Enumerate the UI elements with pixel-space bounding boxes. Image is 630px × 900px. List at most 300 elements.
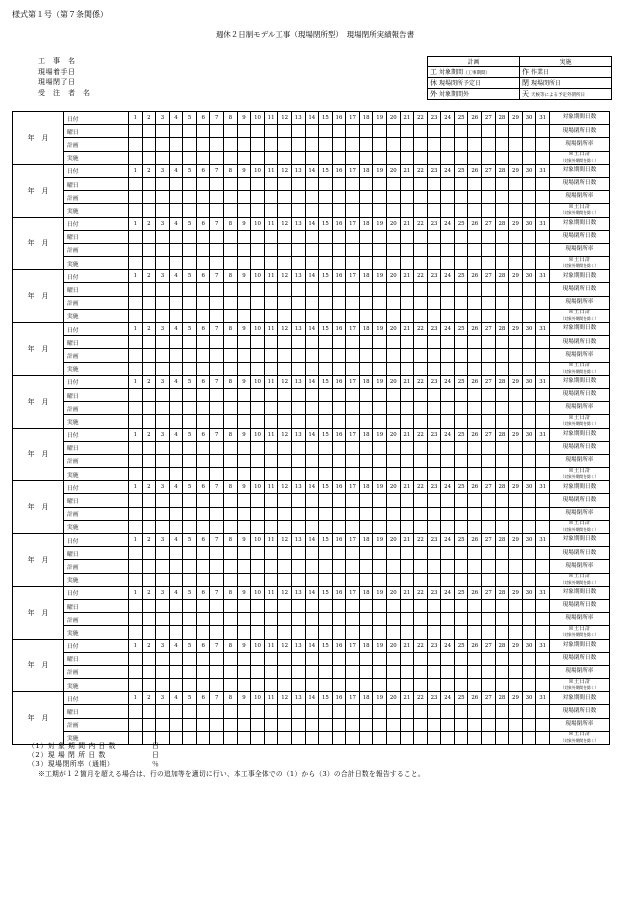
day-number-cell: 22	[414, 534, 428, 547]
day-number-cell: 18	[359, 375, 373, 388]
summary-label: 対象期間日数	[549, 112, 609, 125]
weekday-cell	[482, 441, 496, 454]
actual-cell	[346, 573, 360, 586]
actual-cell	[441, 731, 455, 744]
plan-cell	[386, 560, 400, 573]
actual-cell	[346, 415, 360, 428]
weekday-cell	[196, 125, 210, 138]
plan-cell	[414, 402, 428, 415]
day-number-cell: 7	[210, 692, 224, 705]
actual-cell	[251, 520, 265, 533]
plan-cell	[414, 718, 428, 731]
summary-label: 対象期間日数	[549, 428, 609, 441]
plan-cell	[495, 613, 509, 626]
weekday-cell	[495, 336, 509, 349]
grid-row-plan	[13, 243, 610, 256]
actual-cell	[210, 151, 224, 164]
day-number-cell: 26	[468, 534, 482, 547]
weekend-total-note: （対象外期間を除く）	[560, 210, 599, 216]
actual-cell	[482, 151, 496, 164]
plan-cell	[291, 243, 305, 256]
row-label: 曜日	[64, 283, 129, 296]
row-label: 日付	[64, 323, 129, 336]
plan-cell	[156, 454, 170, 467]
weekday-cell	[495, 705, 509, 718]
weekday-cell	[359, 125, 373, 138]
actual-cell	[427, 362, 441, 375]
weekday-cell	[522, 441, 536, 454]
weekday-cell	[495, 230, 509, 243]
footer-item: （3）現場閉所率（通期） ％	[28, 760, 159, 769]
actual-cell	[522, 468, 536, 481]
row-label: 曜日	[64, 336, 129, 349]
weekday-cell	[509, 230, 523, 243]
weekday-cell	[278, 652, 292, 665]
plan-cell	[468, 454, 482, 467]
day-number-cell: 27	[482, 164, 496, 177]
day-number-cell: 13	[291, 586, 305, 599]
weekday-cell	[319, 494, 333, 507]
weekday-cell	[291, 125, 305, 138]
plan-cell	[210, 296, 224, 309]
weekday-cell	[386, 125, 400, 138]
weekday-cell	[169, 547, 183, 560]
weekday-cell	[427, 547, 441, 560]
row-label: 計画	[64, 349, 129, 362]
actual-cell	[522, 731, 536, 744]
day-number-cell: 1	[129, 481, 143, 494]
actual-cell	[129, 204, 143, 217]
weekday-cell	[427, 177, 441, 190]
actual-cell	[536, 151, 550, 164]
actual-cell	[373, 573, 387, 586]
plan-cell	[495, 454, 509, 467]
day-number-cell: 7	[210, 164, 224, 177]
weekday-cell	[142, 547, 156, 560]
weekday-cell	[142, 388, 156, 401]
plan-cell	[346, 454, 360, 467]
row-label: 実施	[64, 204, 129, 217]
day-number-cell: 28	[495, 639, 509, 652]
plan-cell	[142, 718, 156, 731]
day-number-cell: 5	[183, 323, 197, 336]
plan-cell	[224, 507, 238, 520]
day-number-cell: 20	[386, 375, 400, 388]
weekday-cell	[536, 599, 550, 612]
day-number-cell: 20	[386, 692, 400, 705]
actual-cell	[291, 415, 305, 428]
plan-cell	[359, 665, 373, 678]
actual-cell	[196, 204, 210, 217]
actual-cell	[278, 204, 292, 217]
weekday-cell	[224, 441, 238, 454]
day-number-cell: 15	[319, 270, 333, 283]
weekday-cell	[386, 388, 400, 401]
summary-label: 対象期間日数	[549, 375, 609, 388]
day-number-cell: 22	[414, 428, 428, 441]
day-number-cell: 21	[400, 639, 414, 652]
day-number-cell: 15	[319, 639, 333, 652]
actual-cell	[251, 468, 265, 481]
day-number-cell: 26	[468, 323, 482, 336]
grid-row-weekday	[13, 125, 610, 138]
weekday-cell	[319, 652, 333, 665]
day-number-cell: 22	[414, 639, 428, 652]
plan-cell	[454, 243, 468, 256]
actual-cell	[251, 679, 265, 692]
actual-cell	[509, 626, 523, 639]
actual-cell	[291, 468, 305, 481]
plan-cell	[495, 718, 509, 731]
actual-cell	[129, 151, 143, 164]
summary-label: 現場閉所率	[549, 402, 609, 415]
plan-cell	[156, 613, 170, 626]
day-number-cell: 10	[251, 586, 265, 599]
day-number-cell: 14	[305, 586, 319, 599]
actual-cell	[237, 204, 251, 217]
actual-cell	[414, 204, 428, 217]
plan-cell	[427, 402, 441, 415]
day-number-cell: 21	[400, 481, 414, 494]
weekday-cell	[400, 494, 414, 507]
plan-cell	[237, 507, 251, 520]
actual-cell	[319, 151, 333, 164]
plan-cell	[210, 718, 224, 731]
weekday-cell	[264, 230, 278, 243]
day-number-cell: 29	[509, 428, 523, 441]
day-number-cell: 10	[251, 534, 265, 547]
weekday-cell	[536, 652, 550, 665]
row-label: 曜日	[64, 652, 129, 665]
day-number-cell: 20	[386, 112, 400, 125]
weekday-cell	[536, 441, 550, 454]
summary-label-weekend	[549, 468, 609, 481]
day-number-cell: 3	[156, 586, 170, 599]
weekday-cell	[359, 336, 373, 349]
actual-cell	[251, 204, 265, 217]
day-number-cell: 1	[129, 164, 143, 177]
day-number-cell: 23	[427, 323, 441, 336]
plan-cell	[319, 613, 333, 626]
day-number-cell: 3	[156, 481, 170, 494]
weekday-cell	[196, 652, 210, 665]
day-number-cell: 15	[319, 217, 333, 230]
day-number-cell: 16	[332, 481, 346, 494]
plan-cell	[522, 613, 536, 626]
weekday-cell	[142, 494, 156, 507]
grid-row-date	[13, 692, 610, 705]
day-number-cell: 3	[156, 534, 170, 547]
actual-cell	[264, 679, 278, 692]
actual-cell	[468, 257, 482, 270]
weekday-cell	[129, 599, 143, 612]
day-number-cell: 9	[237, 692, 251, 705]
actual-cell	[291, 679, 305, 692]
weekday-cell	[400, 125, 414, 138]
actual-cell	[251, 626, 265, 639]
actual-cell	[400, 257, 414, 270]
plan-cell	[264, 349, 278, 362]
actual-cell	[264, 151, 278, 164]
plan-cell	[264, 138, 278, 151]
actual-cell	[495, 362, 509, 375]
weekday-cell	[156, 441, 170, 454]
day-number-cell: 23	[427, 481, 441, 494]
plan-cell	[291, 138, 305, 151]
weekday-cell	[319, 599, 333, 612]
plan-cell	[414, 138, 428, 151]
actual-cell	[509, 731, 523, 744]
day-number-cell: 3	[156, 428, 170, 441]
plan-cell	[251, 560, 265, 573]
plan-cell	[183, 296, 197, 309]
day-number-cell: 30	[522, 639, 536, 652]
year-month-cell: 年 月	[13, 375, 64, 428]
weekday-cell	[305, 177, 319, 190]
plan-cell	[509, 243, 523, 256]
day-number-cell: 15	[319, 323, 333, 336]
actual-cell	[495, 573, 509, 586]
actual-cell	[346, 151, 360, 164]
day-number-cell: 29	[509, 375, 523, 388]
summary-label-weekend	[549, 626, 609, 639]
day-number-cell: 30	[522, 164, 536, 177]
day-number-cell: 27	[482, 323, 496, 336]
weekday-cell	[454, 441, 468, 454]
weekday-cell	[237, 125, 251, 138]
grid-row-plan	[13, 191, 610, 204]
grid-row-weekday	[13, 283, 610, 296]
weekday-cell	[509, 705, 523, 718]
plan-cell	[237, 560, 251, 573]
actual-cell	[454, 731, 468, 744]
actual-cell	[142, 204, 156, 217]
plan-cell	[237, 718, 251, 731]
day-number-cell: 16	[332, 692, 346, 705]
actual-cell	[251, 415, 265, 428]
actual-cell	[196, 626, 210, 639]
plan-cell	[224, 349, 238, 362]
weekday-cell	[414, 388, 428, 401]
weekday-cell	[142, 230, 156, 243]
weekday-cell	[291, 652, 305, 665]
day-number-cell: 11	[264, 586, 278, 599]
actual-cell	[291, 626, 305, 639]
plan-cell	[169, 349, 183, 362]
plan-cell	[237, 296, 251, 309]
day-number-cell: 11	[264, 428, 278, 441]
day-number-cell: 29	[509, 534, 523, 547]
plan-cell	[251, 613, 265, 626]
actual-cell	[169, 204, 183, 217]
plan-cell	[305, 718, 319, 731]
day-number-cell: 12	[278, 270, 292, 283]
weekday-cell	[319, 388, 333, 401]
weekday-cell	[482, 599, 496, 612]
day-number-cell: 1	[129, 375, 143, 388]
actual-cell	[400, 415, 414, 428]
row-label: 日付	[64, 270, 129, 283]
weekend-total-label: ※土日計	[568, 573, 591, 580]
actual-cell	[183, 679, 197, 692]
plan-cell	[454, 560, 468, 573]
weekday-cell	[319, 336, 333, 349]
weekday-cell	[305, 336, 319, 349]
actual-cell	[482, 626, 496, 639]
actual-cell	[386, 362, 400, 375]
actual-cell	[210, 468, 224, 481]
day-number-cell: 17	[346, 164, 360, 177]
day-number-cell: 4	[169, 586, 183, 599]
weekday-cell	[183, 547, 197, 560]
weekday-cell	[196, 441, 210, 454]
day-number-cell: 15	[319, 375, 333, 388]
summary-label: 現場閉所日数	[549, 388, 609, 401]
day-number-cell: 1	[129, 639, 143, 652]
actual-cell	[522, 679, 536, 692]
plan-cell	[509, 454, 523, 467]
weekday-cell	[386, 547, 400, 560]
weekday-cell	[414, 547, 428, 560]
weekday-cell	[224, 283, 238, 296]
weekday-cell	[129, 441, 143, 454]
day-number-cell: 23	[427, 692, 441, 705]
day-number-cell: 24	[441, 639, 455, 652]
weekday-cell	[183, 441, 197, 454]
weekday-cell	[454, 177, 468, 190]
actual-cell	[522, 573, 536, 586]
day-number-cell: 30	[522, 692, 536, 705]
day-number-cell: 4	[169, 481, 183, 494]
plan-cell	[400, 665, 414, 678]
plan-cell	[414, 665, 428, 678]
actual-cell	[468, 204, 482, 217]
day-number-cell: 15	[319, 481, 333, 494]
day-number-cell: 6	[196, 375, 210, 388]
weekday-cell	[522, 388, 536, 401]
actual-cell	[210, 257, 224, 270]
plan-cell	[183, 507, 197, 520]
plan-cell	[386, 507, 400, 520]
summary-label: 現場閉所日数	[549, 441, 609, 454]
weekday-cell	[224, 388, 238, 401]
weekday-cell	[264, 547, 278, 560]
plan-cell	[414, 243, 428, 256]
plan-cell	[278, 507, 292, 520]
day-number-cell: 28	[495, 428, 509, 441]
actual-cell	[196, 362, 210, 375]
plan-cell	[482, 296, 496, 309]
day-number-cell: 13	[291, 375, 305, 388]
monthly-calendar-grid	[12, 111, 609, 745]
actual-cell	[237, 309, 251, 322]
actual-cell	[129, 468, 143, 481]
weekday-cell	[291, 705, 305, 718]
actual-cell	[441, 415, 455, 428]
weekday-cell	[482, 177, 496, 190]
weekday-cell	[509, 441, 523, 454]
plan-cell	[522, 296, 536, 309]
weekday-cell	[441, 441, 455, 454]
day-number-cell: 13	[291, 217, 305, 230]
day-number-cell: 3	[156, 164, 170, 177]
weekday-cell	[359, 652, 373, 665]
plan-cell	[441, 402, 455, 415]
plan-cell	[278, 349, 292, 362]
day-number-cell: 20	[386, 164, 400, 177]
plan-cell	[468, 243, 482, 256]
day-number-cell: 30	[522, 534, 536, 547]
day-number-cell: 28	[495, 112, 509, 125]
weekday-cell	[359, 599, 373, 612]
weekday-cell	[346, 547, 360, 560]
actual-cell	[509, 415, 523, 428]
actual-cell	[129, 573, 143, 586]
actual-cell	[332, 362, 346, 375]
plan-cell	[237, 243, 251, 256]
day-number-cell: 12	[278, 586, 292, 599]
actual-cell	[156, 679, 170, 692]
grid-row-plan	[13, 349, 610, 362]
day-number-cell: 22	[414, 270, 428, 283]
plan-cell	[251, 507, 265, 520]
day-number-cell: 17	[346, 375, 360, 388]
summary-label-weekend	[549, 204, 609, 217]
plan-cell	[251, 296, 265, 309]
plan-cell	[251, 402, 265, 415]
actual-cell	[414, 468, 428, 481]
weekday-cell	[196, 494, 210, 507]
day-number-cell: 10	[251, 112, 265, 125]
plan-cell	[129, 402, 143, 415]
plan-cell	[142, 613, 156, 626]
plan-cell	[210, 665, 224, 678]
plan-cell	[536, 191, 550, 204]
day-number-cell: 26	[468, 692, 482, 705]
day-number-cell: 17	[346, 534, 360, 547]
summary-label-weekend	[549, 362, 609, 375]
day-number-cell: 6	[196, 586, 210, 599]
weekday-cell	[196, 230, 210, 243]
actual-cell	[522, 362, 536, 375]
day-number-cell: 24	[441, 164, 455, 177]
grid-row-weekday	[13, 177, 610, 190]
plan-cell	[237, 665, 251, 678]
plan-cell	[278, 138, 292, 151]
plan-cell	[224, 243, 238, 256]
day-number-cell: 2	[142, 586, 156, 599]
weekday-cell	[482, 705, 496, 718]
plan-cell	[129, 191, 143, 204]
plan-cell	[522, 665, 536, 678]
weekday-cell	[224, 705, 238, 718]
row-label: 曜日	[64, 599, 129, 612]
actual-cell	[441, 151, 455, 164]
plan-cell	[183, 402, 197, 415]
actual-cell	[400, 468, 414, 481]
plan-cell	[319, 243, 333, 256]
day-number-cell: 2	[142, 164, 156, 177]
plan-cell	[536, 454, 550, 467]
actual-cell	[482, 468, 496, 481]
actual-cell	[264, 309, 278, 322]
actual-cell	[495, 204, 509, 217]
plan-cell	[142, 296, 156, 309]
weekday-cell	[346, 177, 360, 190]
actual-cell	[495, 468, 509, 481]
footer-summary	[28, 742, 425, 779]
day-number-cell: 18	[359, 534, 373, 547]
